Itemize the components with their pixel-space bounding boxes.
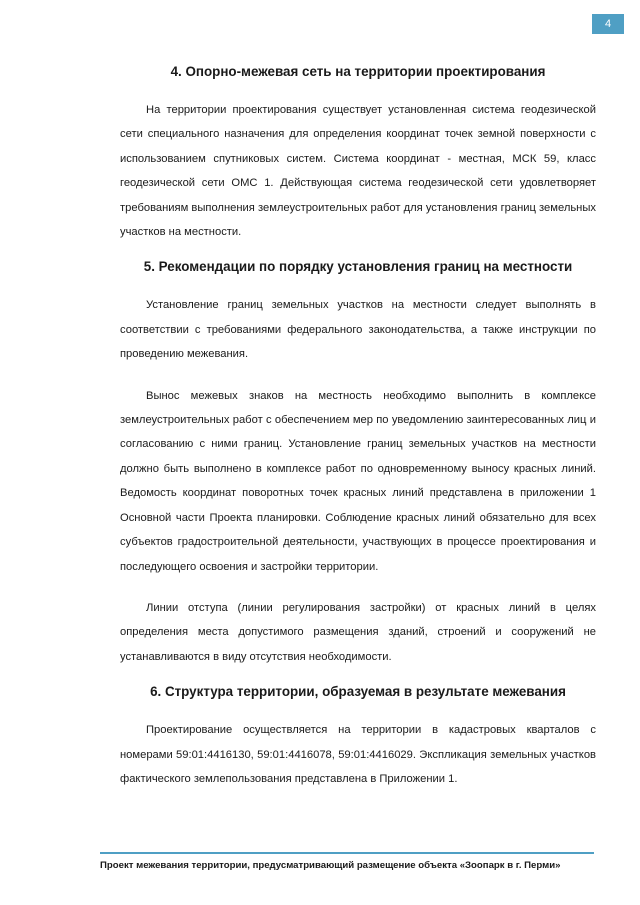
footer-project-title: Проект межевания территории, предусматривающий размещение объекта «Зоопарк в г. Перми» xyxy=(100,860,561,871)
section-heading-6: 6. Структура территории, образуемая в результате межевания xyxy=(150,684,566,700)
paragraph: Вынос межевых знаков на местность необходимо выполнить в комплексе землеустроительных работ с обеспечением мер по уведомлению заинтересованных лиц и согласованию с ними границ. Установление границ земельных участков на местности должно быть выполнено в комплексе работ по одновременному выносу красных линий. Ведомость координат поворотных точек красных линий представлена в приложении 1 Основной части Проекта планировки. Соблюдение красных линий обязательно для всех субъектов градостроительной деятельности, участвующих в процессе проектирования и последующего освоения и застройки территории. xyxy=(120,389,596,573)
paragraph: На территории проектирования существует установленная система геодезической сети специального назначения для определения координат точек земной поверхности с использованием спутниковых систем. Система координат - местная, МСК 59, класс геодезической сети ОМС 1. Действующая система геодезической сети удовлетворяет требованиям выполнения землеустроительных работ для установления границ земельных участков на местности. xyxy=(120,104,596,239)
document-body xyxy=(120,61,596,791)
section-heading-4: 4. Опорно-межевая сеть на территории проектирования xyxy=(170,64,546,79)
paragraph: Проектирование осуществляется на территории в кадастровых кварталов с номерами 59:01:4416130, 59:01:4416078, 59:01:4416029. Экспликация земельных участков фактического землепользования представлена в Приложении 1. xyxy=(120,724,596,785)
footer-divider xyxy=(100,852,594,854)
paragraph: Линии отступа (линии регулирования застройки) от красных линий в целях определения места допустимого размещения зданий, строений и сооружений не устанавливаются в виду отсутствия необходимости. xyxy=(120,601,596,663)
paragraph: Установление границ земельных участков на местности следует выполнять в соответствии с требованиями федерального законодательства, а также инструкции по проведению межевания. xyxy=(120,299,596,361)
section-heading-5: 5. Рекомендации по порядку установления границ на местности xyxy=(143,259,573,275)
page-number-badge: 4 xyxy=(592,14,624,34)
